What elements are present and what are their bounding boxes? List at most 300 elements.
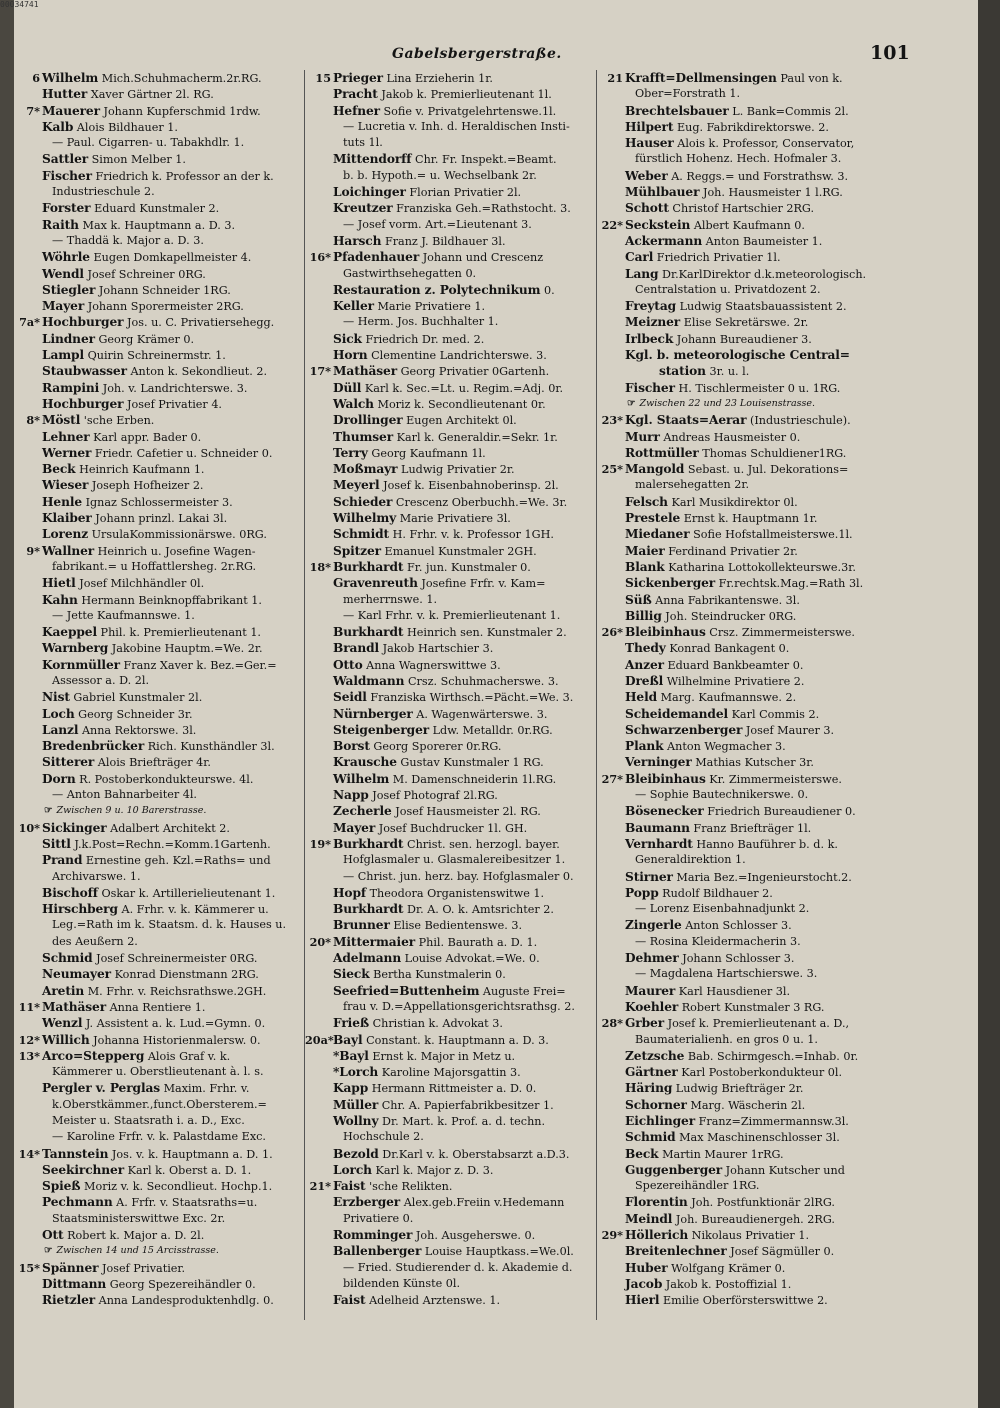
resident-entry: [14, 1080, 314, 1096]
resident-entry: [597, 461, 985, 477]
resident-details: Albert Kaufmann 0.: [690, 218, 805, 232]
resident-entry: [597, 950, 985, 966]
resident-details: Josef Milchhändler 0l.: [75, 577, 205, 591]
resident-entry: [305, 103, 607, 119]
resident-details: Karl Musikdirektor 0l.: [667, 495, 798, 509]
resident-entry: [305, 1243, 607, 1259]
resident-details: Dr.KarlDirektor d.k.meteorologisch.: [658, 267, 867, 281]
resident-name: Adelmann: [333, 951, 402, 966]
resident-name: Meizner: [625, 315, 681, 330]
entry-continuation: Gastwirthsehegatten 0.: [343, 266, 477, 280]
resident-details: 'sche Relikten.: [365, 1180, 453, 1194]
resident-details: Joh. Postfunktionär 2lRG.: [687, 1196, 835, 1210]
resident-name: *Bayl: [333, 1048, 369, 1063]
resident-entry: [597, 1276, 985, 1292]
resident-name: Häring: [625, 1081, 673, 1096]
resident-details: Josef k. Premierlieutenant a. D.,: [664, 1017, 850, 1031]
resident-details: Karl Hausdiener 3l.: [675, 984, 791, 998]
resident-details: Franziska Wirthsch.=Pächt.=We. 3.: [366, 691, 574, 705]
house-number: 20*: [309, 934, 331, 949]
resident-entry: [14, 706, 314, 722]
pointing-hand-icon: ☞: [44, 1245, 53, 1257]
resident-entry: [14, 119, 314, 135]
resident-entry: [305, 820, 607, 836]
resident-name: Wilhelmy: [333, 511, 397, 526]
house-number: 26*: [601, 625, 623, 640]
resident-name: Stiegler: [42, 282, 96, 297]
resident-name: Bleibinhaus: [625, 625, 706, 640]
resident-details: Anton Baumeister 1.: [702, 234, 823, 248]
resident-entry: [597, 1292, 985, 1308]
resident-name: Pracht: [333, 87, 378, 102]
resident-entry: [305, 885, 607, 901]
resident-entry: [14, 445, 314, 461]
resident-name: Billig: [625, 608, 662, 623]
resident-details: Joh. v. Landrichterswe. 3.: [99, 381, 248, 395]
resident-name: Schott: [625, 201, 669, 216]
resident-name: Irlbeck: [625, 331, 674, 346]
resident-name: Horn: [333, 348, 368, 363]
resident-details: Karl Postoberkondukteur 0l.: [677, 1066, 843, 1080]
entry-continuation: tuts 1l.: [343, 136, 383, 150]
resident-details: Ernestine geh. Kzl.=Raths= und: [82, 854, 271, 868]
entry-subresident: — Lorenz Eisenbahnadjunkt 2.: [635, 902, 810, 916]
resident-details: Bertha Kunstmalerin 0.: [369, 968, 506, 982]
resident-details: Wolfgang Krämer 0.: [667, 1261, 786, 1275]
resident-details: Jakobine Hauptm.=We. 2r.: [108, 642, 263, 656]
resident-name: Vernhardt: [625, 836, 693, 851]
house-number: 10*: [18, 820, 40, 835]
entry-continuation: Meister u. Staatsrath i. a. D., Exc.: [52, 1114, 245, 1127]
resident-details: (Industrieschule).: [746, 414, 851, 428]
resident-entry: [305, 1015, 607, 1031]
resident-details: Eduard Kunstmaler 2.: [90, 202, 220, 216]
resident-entry: [305, 331, 607, 347]
resident-name: Bischoff: [42, 885, 98, 900]
resident-entry: [597, 1260, 985, 1276]
resident-details: Elise Bedientenswe. 3.: [389, 919, 523, 933]
resident-name: Kalb: [42, 119, 74, 134]
resident-name: Mühlbauer: [625, 185, 700, 200]
resident-entry: [597, 347, 985, 363]
resident-details: Jakob Hartschier 3.: [379, 642, 494, 656]
resident-name: Bösenecker: [625, 804, 704, 819]
resident-entry: [597, 624, 985, 640]
resident-entry: [597, 689, 985, 705]
resident-details: Josef k. Eisenbahnoberinsp. 2l.: [379, 479, 559, 493]
resident-details: M. Frhr. v. Reichsrathswe.2GH.: [84, 984, 267, 998]
resident-name: Seefried=Buttenheim: [333, 983, 480, 998]
resident-details: Franz Briefträger 1l.: [689, 821, 812, 835]
resident-name: Otto: [333, 657, 363, 672]
resident-name: Stirner: [625, 869, 673, 884]
resident-entry: [14, 151, 314, 167]
resident-entry: [597, 1097, 985, 1113]
resident-name: Höllerich: [625, 1228, 689, 1243]
resident-entry: [597, 706, 985, 722]
resident-details: Josefine Frfr. v. Kam=: [417, 577, 546, 591]
resident-name: Koehler: [625, 999, 679, 1014]
resident-entry: [305, 1162, 607, 1178]
resident-entry: [14, 298, 314, 314]
pointing-hand-icon: ☞: [44, 805, 53, 817]
resident-name: Burkhardt: [333, 902, 404, 917]
resident-details: Alois k. Professor, Conservator,: [673, 137, 855, 151]
resident-entry: [14, 1276, 314, 1292]
resident-details: Georg Kaufmann 1l.: [367, 446, 486, 460]
cross-street-note: [14, 1243, 314, 1259]
resident-details: Friedrich Dr. med. 2.: [361, 332, 485, 346]
resident-name: Kaeppel: [42, 625, 97, 640]
resident-entry: [597, 103, 985, 119]
resident-entry: [14, 820, 314, 836]
resident-name: Mittendorff: [333, 152, 412, 167]
resident-details: Joh. Ausgeherswe. 0.: [412, 1229, 536, 1243]
column-1: [14, 70, 314, 1320]
resident-name: Bezold: [333, 1146, 379, 1161]
resident-details: Alex.geb.Freiin v.Hedemann: [400, 1196, 565, 1210]
resident-details: Nikolaus Privatier 1.: [688, 1229, 809, 1243]
resident-details: Maria Bez.=Ingenieurstocht.2.: [672, 870, 852, 884]
resident-entry: [597, 168, 985, 184]
house-number: 28*: [601, 1016, 623, 1031]
resident-details: Alois Bildhauer 1.: [73, 120, 178, 134]
resident-name: Lanzl: [42, 722, 79, 737]
house-number: 7*: [26, 103, 40, 118]
resident-details: Jakob k. Postoffizial 1.: [662, 1277, 792, 1291]
resident-details: Lina Erzieherin 1r.: [382, 72, 493, 85]
resident-name: Tannstein: [42, 1146, 109, 1161]
resident-entry: [597, 135, 985, 151]
resident-name: Hochburger: [42, 315, 124, 330]
resident-entry: [597, 673, 985, 689]
resident-entry: [305, 738, 607, 754]
house-number: 7a*: [19, 315, 40, 330]
resident-name: Werner: [42, 445, 92, 460]
resident-name: Held: [625, 690, 658, 705]
resident-entry: [597, 803, 985, 819]
resident-entry: [597, 314, 985, 330]
cross-street-note: [597, 396, 985, 412]
resident-name: Wallner: [42, 543, 95, 558]
resident-entry: [597, 999, 985, 1015]
scan-gutter: [0, 0, 14, 1408]
resident-details: Phil. k. Premierlieutenant 1.: [96, 626, 261, 640]
resident-details: Paul von k.: [776, 72, 843, 85]
resident-entry: [305, 917, 607, 933]
resident-name: Spieß: [42, 1179, 81, 1194]
resident-entry: [597, 510, 985, 526]
resident-name: Mittermaier: [333, 934, 416, 949]
entry-continuation: Generaldirektion 1.: [635, 853, 746, 867]
resident-entry: [14, 722, 314, 738]
resident-details: Jos. v. k. Hauptmann a. D. 1.: [108, 1147, 273, 1161]
resident-name: Bredenbrücker: [42, 739, 145, 754]
resident-name: Meindl: [625, 1211, 673, 1226]
resident-details: UrsulaKommissionärswe. 0RG.: [88, 528, 267, 542]
resident-entry: [597, 983, 985, 999]
resident-entry: [305, 363, 607, 379]
resident-name: Rampini: [42, 380, 100, 395]
resident-details: Crescenz Oberbuchh.=We. 3r.: [392, 495, 568, 509]
resident-details: Josef Privatier 4.: [123, 397, 222, 411]
resident-entry: [305, 640, 607, 656]
resident-details: Johann prinzl. Lakai 3l.: [91, 512, 228, 526]
resident-details: Rudolf Bildhauer 2.: [658, 886, 773, 900]
resident-entry: [14, 477, 314, 493]
resident-name: Eichlinger: [625, 1114, 696, 1128]
cross-street-text: Zwischen 9 u. 10 Barerstrasse.: [56, 805, 207, 817]
resident-name: Maurer: [625, 983, 676, 998]
resident-details: Simon Melber 1.: [88, 153, 186, 167]
resident-entry: [305, 1080, 607, 1096]
resident-entry: [305, 543, 607, 559]
resident-details: Quirin Schreinermstr. 1.: [84, 349, 226, 363]
column-2: [304, 70, 607, 1320]
resident-details: Josef Privatier.: [98, 1261, 186, 1275]
resident-name: Hauser: [625, 136, 674, 151]
resident-name: Baumann: [625, 820, 690, 835]
resident-name: Frieß: [333, 1016, 370, 1031]
resident-entry: [14, 314, 314, 330]
resident-entry: [597, 1146, 985, 1162]
resident-name: Keller: [333, 299, 374, 314]
page-header: [0, 42, 1000, 70]
resident-details: Max k. Hauptmann a. D. 3.: [78, 218, 236, 232]
resident-details: Georg Spezereihändler 0.: [106, 1277, 256, 1291]
resident-entry: [597, 1243, 985, 1259]
resident-entry: [305, 1292, 607, 1308]
resident-name: Nist: [42, 690, 70, 705]
resident-name: Borst: [333, 739, 370, 754]
resident-entry: [14, 347, 314, 363]
resident-entry: [597, 249, 985, 265]
resident-entry: [597, 526, 985, 542]
resident-details: Jos. u. C. Privatiersehegg.: [123, 316, 275, 330]
resident-details: Eduard Bankbeamter 0.: [663, 658, 804, 672]
resident-details: Anna Wagnerswittwe 3.: [362, 658, 501, 672]
resident-name: Kapp: [333, 1081, 369, 1096]
resident-entry: [14, 200, 314, 216]
resident-details: Dr.Karl v. k. Oberstabsarzt a.D.3.: [378, 1147, 570, 1161]
resident-details: Heinrich sen. Kunstmaler 2.: [403, 626, 567, 640]
resident-name: Bayl: [333, 1032, 363, 1047]
resident-details: Karl Commis 2.: [728, 707, 820, 721]
resident-details: A. Frfr. v. Staatsraths=u.: [112, 1196, 258, 1210]
cross-street-text: Zwischen 22 und 23 Louisenstrasse.: [639, 397, 816, 409]
resident-name: Thumser: [333, 429, 394, 444]
resident-entry: [597, 494, 985, 510]
resident-entry: [14, 1048, 314, 1064]
resident-name: Florentin: [625, 1195, 688, 1210]
resident-details: Georg Privatier 0Gartenh.: [397, 365, 550, 379]
resident-details: Johann Schneider 1RG.: [95, 283, 231, 297]
resident-details: Max Maschinenschlosser 3l.: [675, 1131, 840, 1145]
resident-entry: [14, 1146, 314, 1162]
resident-name: Sattler: [42, 152, 89, 167]
resident-entry: [597, 657, 985, 673]
resident-entry: [305, 673, 607, 689]
resident-name: Süß: [625, 592, 652, 607]
resident-name: Guggenberger: [625, 1162, 723, 1177]
resident-details: Anna Landesproduktenhdlg. 0.: [95, 1294, 274, 1308]
resident-details: Constant. k. Hauptmann a. D. 3.: [362, 1033, 549, 1047]
resident-details: Robert Kunstmaler 3 RG.: [678, 1000, 825, 1014]
resident-name: Wenzl: [42, 1016, 83, 1031]
resident-details: R. Postoberkondukteurswe. 4l.: [75, 772, 254, 786]
resident-name: Kreutzer: [333, 201, 393, 216]
resident-name: Breitenlechner: [625, 1244, 727, 1259]
resident-details: J. Assistent a. k. Lud.=Gymn. 0.: [82, 1017, 266, 1031]
resident-name: Hilpert: [625, 119, 674, 134]
resident-details: Xaver Gärtner 2l. RG.: [87, 88, 214, 102]
resident-entry: [305, 477, 607, 493]
resident-entry: [305, 494, 607, 510]
resident-entry: [597, 608, 985, 624]
resident-name: Hefner: [333, 103, 380, 118]
resident-entry: [305, 1146, 607, 1162]
resident-entry: [14, 103, 314, 119]
resident-entry: [14, 689, 314, 705]
archive-stamp: 00034741: [0, 0, 39, 9]
house-number: 15*: [18, 1260, 40, 1275]
resident-entry: [597, 1194, 985, 1210]
resident-details: Crsz. Schuhmacherswe. 3.: [404, 674, 559, 688]
resident-name: Rietzler: [42, 1293, 96, 1308]
resident-entry: [14, 885, 314, 901]
resident-name: Dehmer: [625, 951, 679, 966]
entry-continuation: des Aeußern 2.: [52, 934, 138, 948]
resident-entry: [597, 233, 985, 249]
resident-entry: [597, 1080, 985, 1096]
resident-name: Zetzsche: [625, 1048, 685, 1063]
resident-entry: [14, 950, 314, 966]
resident-name: Willich: [42, 1032, 90, 1047]
resident-entry: [305, 559, 607, 575]
resident-name: Arco=Stepperg: [42, 1048, 145, 1063]
resident-details: Louise Advokat.=We. 0.: [401, 952, 540, 966]
resident-name: Wieser: [42, 478, 89, 493]
house-number: 15: [315, 71, 331, 85]
resident-name: Loch: [42, 706, 75, 721]
house-number: 21*: [309, 1179, 331, 1194]
resident-details: Moriz k. Secondlieutenant 0r.: [373, 397, 546, 411]
resident-name: Burkhardt: [333, 559, 404, 574]
resident-details: Eugen Architekt 0l.: [402, 414, 517, 428]
resident-name: Dorn: [42, 771, 76, 786]
resident-entry: [14, 754, 314, 770]
resident-name: Harsch: [333, 233, 382, 248]
resident-details: Fr.rechtsk.Mag.=Rath 3l.: [715, 577, 864, 591]
resident-name: Grber: [625, 1016, 665, 1031]
resident-name: Mathäser: [42, 999, 107, 1014]
column-3: [596, 70, 985, 1320]
resident-name: Meyerl: [333, 478, 380, 493]
resident-entry: [305, 934, 607, 950]
resident-entry: [597, 119, 985, 135]
entry-subresident: — Josef vorm. Art.=Lieutenant 3.: [343, 217, 532, 231]
house-number: 9*: [26, 543, 40, 558]
house-number: 27*: [601, 771, 623, 786]
resident-entry: [305, 200, 607, 216]
resident-name: Sickinger: [42, 820, 107, 835]
resident-name: Forster: [42, 201, 91, 216]
resident-name: Popp: [625, 885, 659, 900]
resident-name: Sitterer: [42, 755, 95, 770]
resident-entry: [597, 70, 985, 86]
resident-name: Sickenberger: [625, 576, 716, 591]
resident-name: Burkhardt: [333, 625, 404, 640]
resident-details: Franz=Zimmermannsw.3l.: [695, 1115, 849, 1128]
resident-entry: [14, 396, 314, 412]
resident-entry: [597, 771, 985, 787]
resident-entry: [305, 722, 607, 738]
entry-subresident: — Sophie Bautechnikerswe. 0.: [635, 788, 809, 802]
entry-subresident: — Jette Kaufmannswe. 1.: [52, 608, 195, 622]
resident-name: Lorch: [333, 1162, 372, 1177]
resident-entry: [14, 1194, 314, 1210]
resident-entry: [14, 657, 314, 673]
resident-name: Restauration z. Polytechnikum: [333, 282, 541, 297]
resident-entry: [14, 363, 314, 379]
resident-name: Sick: [333, 331, 362, 346]
entry-continuation: Assessor a. D. 2l.: [52, 673, 150, 687]
entry-continuation: Spezereihändler 1RG.: [635, 1179, 760, 1193]
resident-name: Hietl: [42, 576, 76, 591]
cross-street-text: Zwischen 14 und 15 Arcisstrasse.: [56, 1245, 219, 1257]
cross-street-note: [14, 803, 314, 819]
resident-entry: [597, 1129, 985, 1145]
resident-entry: [597, 738, 985, 754]
resident-details: Hanno Bauführer b. d. k.: [692, 837, 838, 851]
resident-entry: [305, 706, 607, 722]
resident-entry: [305, 526, 607, 542]
resident-details: Friedrich Bureaudiener 0.: [703, 805, 856, 819]
resident-details: Thomas Schuldiener1RG.: [698, 446, 847, 460]
resident-entry: [597, 559, 985, 575]
resident-entry: [597, 1064, 985, 1080]
resident-name: Lehner: [42, 429, 90, 444]
resident-details: Emanuel Kunstmaler 2GH.: [380, 544, 537, 558]
entry-subresident: — Karoline Frfr. v. k. Palastdame Exc.: [52, 1130, 266, 1144]
resident-entry: [305, 1194, 607, 1210]
resident-details: A. Frhr. v. k. Kämmerer u.: [117, 903, 269, 917]
resident-details: Josef Maurer 3.: [742, 723, 835, 737]
resident-entry: [14, 983, 314, 999]
resident-details: Wilhelmine Privatiere 2.: [663, 674, 805, 688]
resident-name: Rottmüller: [625, 445, 699, 460]
resident-details: A. Wagenwärterswe. 3.: [412, 707, 548, 721]
resident-name: Loichinger: [333, 185, 406, 200]
resident-entry: [305, 689, 607, 705]
resident-entry: [305, 412, 607, 428]
resident-name: Seekirchner: [42, 1162, 125, 1177]
resident-entry: [597, 412, 985, 428]
resident-name: Scheidemandel: [625, 706, 729, 721]
resident-entry: [305, 249, 607, 265]
resident-entry: [597, 836, 985, 852]
resident-details: Friedrich Privatier 1l.: [653, 251, 781, 265]
resident-details: Joseph Hofheizer 2.: [88, 479, 204, 493]
resident-entry: [305, 298, 607, 314]
resident-details: Elise Sekretärswe. 2r.: [680, 316, 809, 330]
resident-name: *Lorch: [333, 1065, 379, 1080]
resident-details: Josef Schreinermeister 0RG.: [92, 952, 258, 966]
resident-entry: [305, 657, 607, 673]
resident-entry: [305, 803, 607, 819]
resident-name: Kgl. Staats=Aerar: [625, 413, 747, 428]
house-number: 19*: [309, 836, 331, 851]
